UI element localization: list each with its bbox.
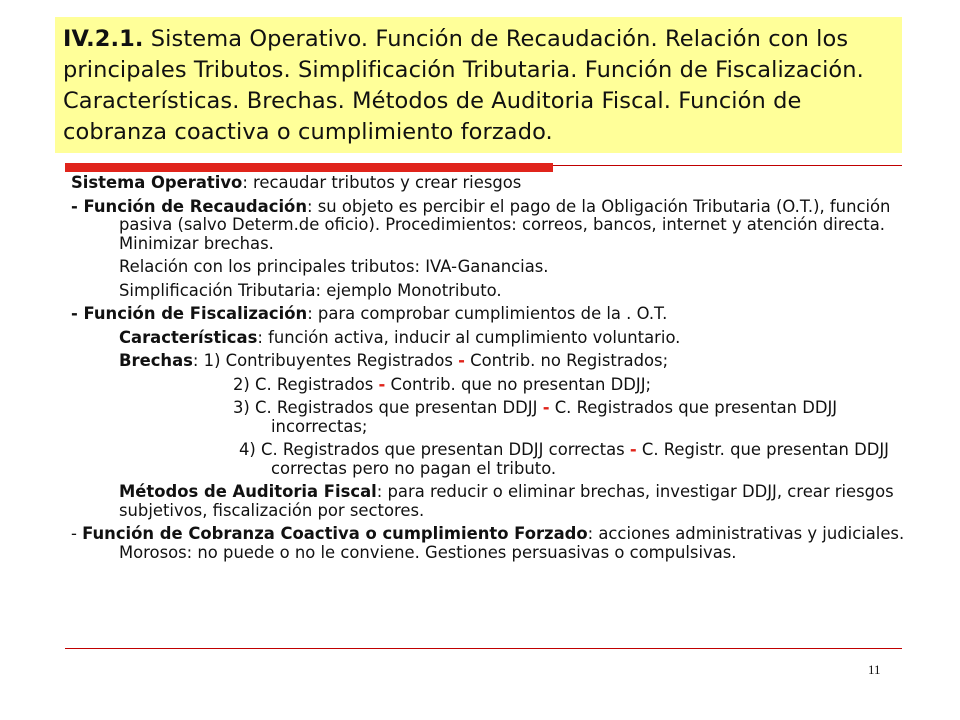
text-brechas-2a: 2) C. Registrados — [233, 374, 379, 394]
dash-cobranza: - — [71, 524, 83, 543]
text-metodos-auditoria: : para reducir o eliminar brechas, investigar DDJJ, crear riesgos subjetivos, fiscalización por sectores. — [119, 482, 894, 520]
line-brechas-3 — [71, 399, 911, 436]
slide-title — [63, 24, 903, 148]
label-sistema-operativo: Sistema Operativo — [71, 173, 243, 192]
title-number: IV.2.1. — [63, 26, 144, 52]
line-relacion-tributos — [71, 258, 911, 277]
text-caracteristicas: : función activa, inducir al cumplimiento voluntario. — [257, 327, 681, 347]
label-cobranza-coactiva: Función de Cobranza Coactiva o cumplimiento Forzado — [82, 524, 588, 543]
line-caracteristicas — [71, 329, 911, 348]
label-funcion-fiscalizacion: - Función de Fiscalización — [71, 304, 308, 323]
label-funcion-recaudacion: - Función de Recaudación — [71, 196, 307, 216]
line-funcion-recaudacion — [71, 198, 911, 254]
red-dash: - — [542, 398, 550, 417]
label-brechas: Brechas — [119, 351, 193, 370]
text-relacion-tributos: Relación con los principales tributos: IVA-Ganancias. — [119, 257, 549, 276]
line-sistema-operativo — [71, 174, 911, 193]
title-underline-line — [553, 165, 902, 166]
red-dash: - — [629, 440, 637, 459]
text-brechas-4a: 4) C. Registrados que presentan DDJJ correctas — [239, 440, 630, 459]
text-funcion-fiscalizacion: : para comprobar cumplimientos de la . O.T. — [307, 304, 668, 323]
red-dash: - — [458, 351, 465, 370]
line-cobranza-coactiva — [71, 525, 911, 562]
text-funcion-recaudacion: : su objeto es percibir el pago de la Obligación Tributaria (O.T.), función pasiva (salvo Determ.de oficio). Procedimientos: correos, bancos, internet y atención directa. Minimizar brechas. — [119, 196, 891, 253]
text-brechas-4b: C. Registr. que presentan DDJJ correctas pero no pagan el tributo. — [271, 440, 890, 478]
text-sistema-operativo: : recaudar tributos y crear riesgos — [242, 173, 522, 192]
line-funcion-fiscalizacion — [71, 305, 911, 324]
footer-line — [65, 648, 902, 649]
red-dash: - — [378, 374, 386, 394]
text-brechas-1a: : 1) Contribuyentes Registrados — [192, 351, 459, 370]
text-brechas-3b: C. Registrados que presentan DDJJ incorrectas; — [271, 398, 838, 436]
text-brechas-1b: Contrib. no Registrados; — [464, 351, 669, 370]
text-cobranza-coactiva: : acciones administrativas y judiciales. Morosos: no puede o no le conviene. Gestiones persuasivas o compulsivas. — [119, 524, 905, 562]
title-underline-bar — [65, 163, 553, 172]
page-number: 11 — [868, 662, 881, 677]
line-brechas-1 — [71, 352, 911, 371]
slide-body — [71, 174, 911, 562]
line-simplificacion — [71, 282, 911, 301]
text-simplificacion: Simplificación Tributaria: ejemplo Monotributo. — [119, 280, 502, 300]
label-metodos-auditoria: Métodos de Auditoria Fiscal — [119, 482, 377, 501]
text-brechas-3a: 3) C. Registrados que presentan DDJJ — [233, 398, 543, 417]
line-metodos-auditoria — [71, 483, 911, 520]
title-text: Sistema Operativo. Función de Recaudación. Relación con los principales Tributos. Simplificación Tributaria. Función de Fiscalización. Características. Brechas. Métodos de Auditoria Fiscal. Función de cobranza coactiva o cumplimiento forzado. — [63, 26, 864, 145]
line-brechas-2 — [71, 376, 911, 395]
line-brechas-4 — [71, 441, 911, 478]
label-caracteristicas: Características — [119, 327, 258, 347]
text-brechas-2b: Contrib. que no presentan DDJJ; — [385, 374, 652, 394]
